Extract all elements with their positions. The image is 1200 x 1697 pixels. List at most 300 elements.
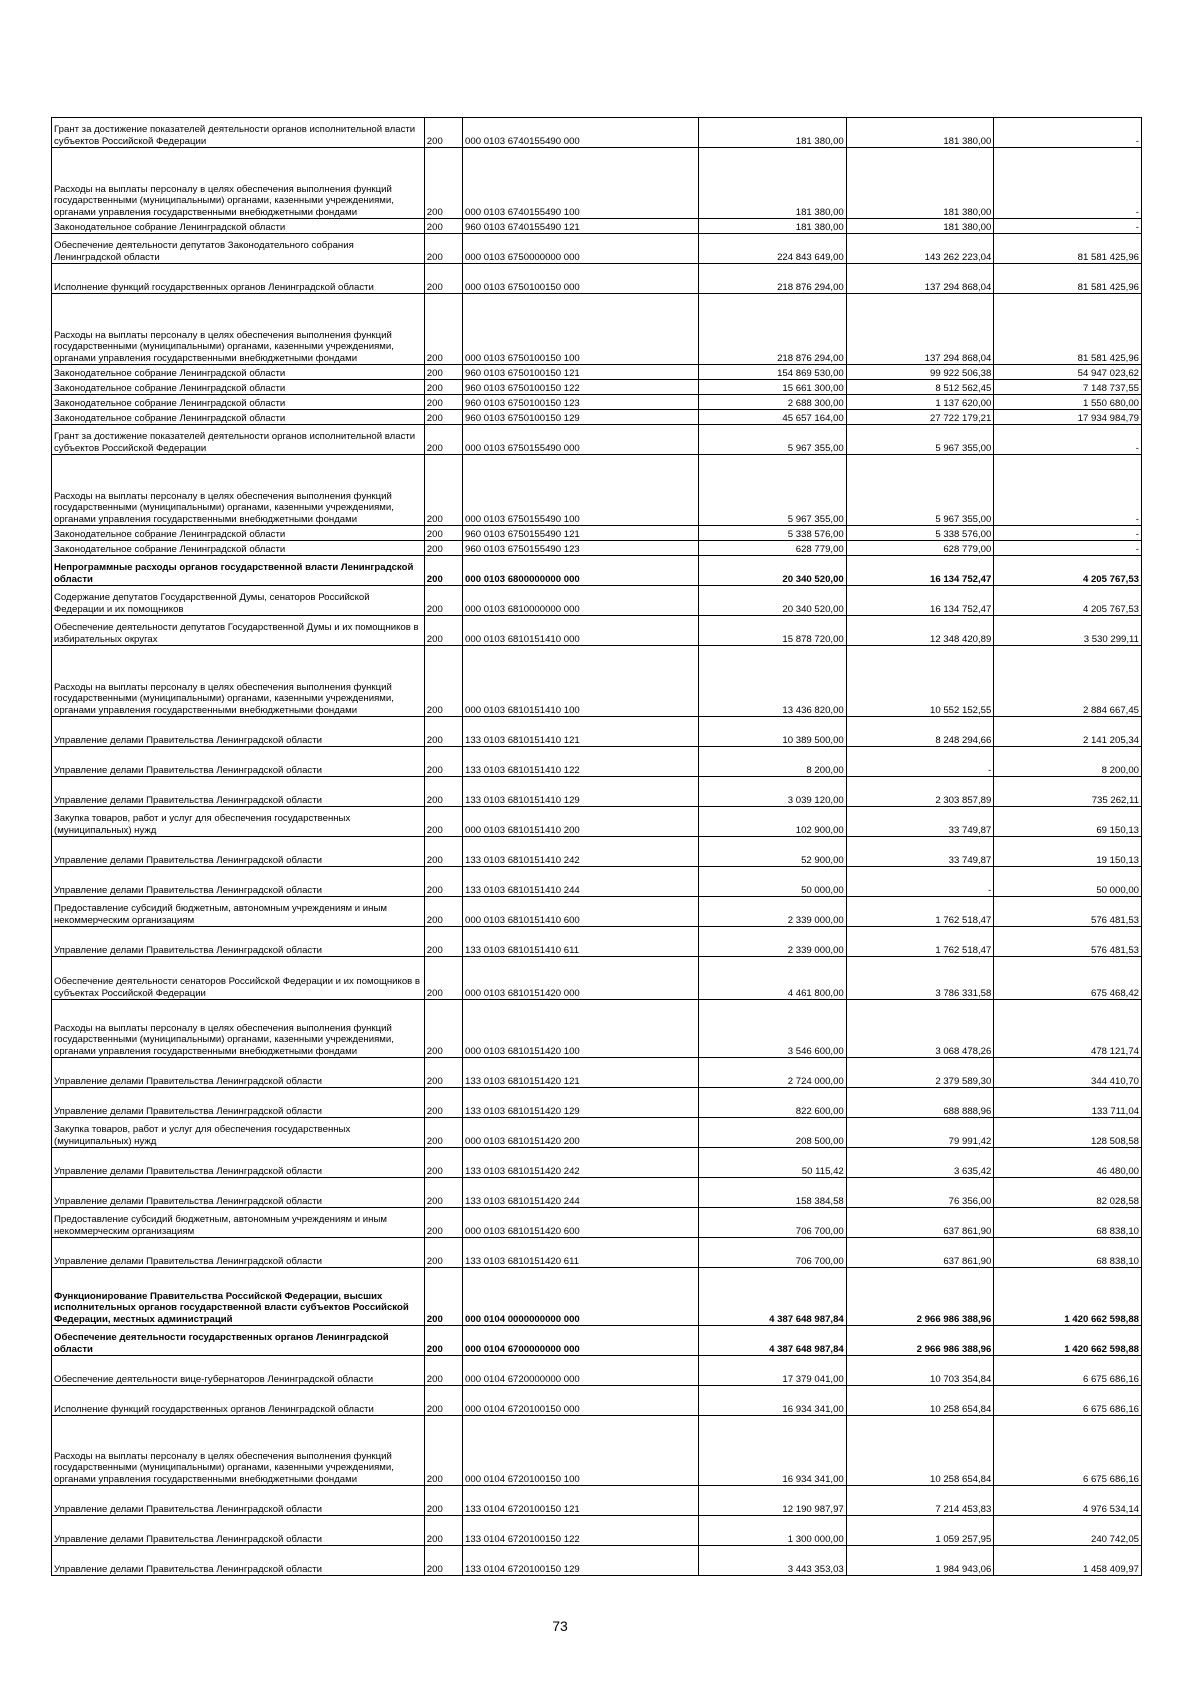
row-code-cell: 200 [424,1208,462,1238]
row-kbk-cell: 000 0103 6810151410 100 [463,646,699,717]
table-row [52,380,1142,395]
row-executed-cell: 1 762 518,47 [846,927,994,957]
table-row [52,294,1142,365]
row-remaining-cell: 69 150,13 [994,807,1142,837]
table-row [52,1326,1142,1356]
row-name-cell: Грант за достижение показателей деятельности органов исполнительной власти субъектов Российской Федерации [52,118,425,148]
row-name-cell: Исполнение функций государственных органов Ленинградской области [52,264,425,294]
row-name-cell: Исполнение функций государственных органов Ленинградской области [52,1386,425,1416]
row-kbk-cell: 960 0103 6750100150 121 [463,365,699,380]
row-kbk-cell: 000 0103 6810151420 600 [463,1208,699,1238]
row-code-cell: 200 [424,526,462,541]
row-code-cell: 200 [424,897,462,927]
row-kbk-cell: 133 0104 6720100150 122 [463,1516,699,1546]
table-row [52,1118,1142,1148]
row-code-cell: 200 [424,957,462,1000]
row-code-cell: 200 [424,219,462,234]
row-executed-cell: 16 134 752,47 [846,556,994,586]
row-remaining-cell: 344 410,70 [994,1058,1142,1088]
table-row [52,148,1142,219]
row-code-cell: 200 [424,541,462,556]
row-kbk-cell: 133 0103 6810151420 121 [463,1058,699,1088]
row-code-cell: 200 [424,148,462,219]
row-code-cell: 200 [424,556,462,586]
row-approved-cell: 20 340 520,00 [699,586,847,616]
row-kbk-cell: 133 0103 6810151410 244 [463,867,699,897]
table-row [52,526,1142,541]
row-kbk-cell: 960 0103 6750155490 123 [463,541,699,556]
row-name-cell: Управление делами Правительства Ленинградской области [52,747,425,777]
row-code-cell: 200 [424,616,462,646]
row-approved-cell: 12 190 987,97 [699,1486,847,1516]
row-approved-cell: 158 384,58 [699,1178,847,1208]
row-remaining-cell: 4 205 767,53 [994,556,1142,586]
row-executed-cell: 2 966 986 388,96 [846,1326,994,1356]
row-name-cell: Управление делами Правительства Ленинградской области [52,1088,425,1118]
row-code-cell: 200 [424,837,462,867]
row-remaining-cell: 240 742,05 [994,1516,1142,1546]
row-kbk-cell: 000 0103 6750100150 000 [463,264,699,294]
row-executed-cell: 137 294 868,04 [846,294,994,365]
table-row [52,395,1142,410]
row-code-cell: 200 [424,1118,462,1148]
row-remaining-cell: 576 481,53 [994,927,1142,957]
table-row [52,455,1142,526]
row-executed-cell: 12 348 420,89 [846,616,994,646]
row-name-cell: Расходы на выплаты персоналу в целях обеспечения выполнения функций государственными (муниципальными) органами, казенными учреждениями, органами управления государственными внебюджетными фондами [52,646,425,717]
row-remaining-cell: 735 262,11 [994,777,1142,807]
row-code-cell: 200 [424,1546,462,1576]
row-kbk-cell: 000 0103 6810151410 200 [463,807,699,837]
row-approved-cell: 16 934 341,00 [699,1386,847,1416]
row-executed-cell: 7 214 453,83 [846,1486,994,1516]
table-row [52,118,1142,148]
row-executed-cell: 10 258 654,84 [846,1386,994,1416]
row-code-cell: 200 [424,646,462,717]
table-row [52,234,1142,264]
row-name-cell: Законодательное собрание Ленинградской области [52,541,425,556]
row-kbk-cell: 000 0103 6810151420 000 [463,957,699,1000]
row-name-cell: Управление делами Правительства Ленинградской области [52,1546,425,1576]
row-approved-cell: 2 339 000,00 [699,897,847,927]
row-approved-cell: 181 380,00 [699,118,847,148]
row-approved-cell: 52 900,00 [699,837,847,867]
row-executed-cell: 3 635,42 [846,1148,994,1178]
row-executed-cell: 1 059 257,95 [846,1516,994,1546]
row-name-cell: Управление делами Правительства Ленинградской области [52,777,425,807]
row-kbk-cell: 133 0103 6810151410 611 [463,927,699,957]
row-approved-cell: 628 779,00 [699,541,847,556]
row-kbk-cell: 000 0103 6750000000 000 [463,234,699,264]
row-name-cell: Законодательное собрание Ленинградской области [52,526,425,541]
budget-table-body [52,118,1142,1576]
row-kbk-cell: 133 0103 6810151420 244 [463,1178,699,1208]
table-row [52,646,1142,717]
row-kbk-cell: 960 0103 6750100150 129 [463,410,699,425]
row-name-cell: Закупка товаров, работ и услуг для обеспечения государственных (муниципальных) нужд [52,807,425,837]
row-remaining-cell: 1 420 662 598,88 [994,1326,1142,1356]
row-kbk-cell: 000 0103 6750155490 100 [463,455,699,526]
table-row [52,1000,1142,1058]
row-approved-cell: 15 661 300,00 [699,380,847,395]
row-approved-cell: 4 461 800,00 [699,957,847,1000]
row-approved-cell: 102 900,00 [699,807,847,837]
row-executed-cell: 628 779,00 [846,541,994,556]
budget-table [51,117,1142,1576]
row-approved-cell: 5 967 355,00 [699,425,847,455]
row-kbk-cell: 000 0104 6700000000 000 [463,1326,699,1356]
row-kbk-cell: 000 0103 6800000000 000 [463,556,699,586]
row-executed-cell: - [846,747,994,777]
row-executed-cell: 33 749,87 [846,807,994,837]
row-name-cell: Законодательное собрание Ленинградской области [52,380,425,395]
row-approved-cell: 3 443 353,03 [699,1546,847,1576]
row-approved-cell: 224 843 649,00 [699,234,847,264]
row-code-cell: 200 [424,380,462,395]
row-remaining-cell: 1 550 680,00 [994,395,1142,410]
row-code-cell: 200 [424,586,462,616]
row-kbk-cell: 133 0104 6720100150 129 [463,1546,699,1576]
row-name-cell: Содержание депутатов Государственной Думы, сенаторов Российской Федерации и их помощников [52,586,425,616]
row-remaining-cell: 675 468,42 [994,957,1142,1000]
table-row [52,1208,1142,1238]
row-remaining-cell: - [994,425,1142,455]
table-row [52,927,1142,957]
row-executed-cell: 33 749,87 [846,837,994,867]
row-approved-cell: 8 200,00 [699,747,847,777]
row-remaining-cell: 68 838,10 [994,1208,1142,1238]
row-code-cell: 200 [424,425,462,455]
row-approved-cell: 181 380,00 [699,219,847,234]
row-approved-cell: 154 869 530,00 [699,365,847,380]
row-executed-cell: 637 861,90 [846,1208,994,1238]
row-executed-cell: 1 984 943,06 [846,1546,994,1576]
row-remaining-cell: 81 581 425,96 [994,234,1142,264]
table-row [52,264,1142,294]
table-row [52,747,1142,777]
row-approved-cell: 208 500,00 [699,1118,847,1148]
row-code-cell: 200 [424,395,462,410]
row-remaining-cell: - [994,526,1142,541]
row-name-cell: Управление делами Правительства Ленинградской области [52,1486,425,1516]
table-row [52,867,1142,897]
row-remaining-cell: 4 976 534,14 [994,1486,1142,1516]
table-row [52,586,1142,616]
row-code-cell: 200 [424,717,462,747]
table-row [52,957,1142,1000]
row-executed-cell: 143 262 223,04 [846,234,994,264]
row-remaining-cell: - [994,118,1142,148]
row-code-cell: 200 [424,927,462,957]
row-remaining-cell: 82 028,58 [994,1178,1142,1208]
row-name-cell: Обеспечение деятельности депутатов Государственной Думы и их помощников в избирательных округах [52,616,425,646]
row-remaining-cell: 1 420 662 598,88 [994,1268,1142,1326]
row-code-cell: 200 [424,1416,462,1486]
row-executed-cell: 181 380,00 [846,118,994,148]
row-code-cell: 200 [424,777,462,807]
table-row [52,1486,1142,1516]
row-executed-cell: 3 068 478,26 [846,1000,994,1058]
table-row [52,1416,1142,1486]
row-remaining-cell: 478 121,74 [994,1000,1142,1058]
table-row [52,556,1142,586]
row-kbk-cell: 133 0104 6720100150 121 [463,1486,699,1516]
row-executed-cell: 637 861,90 [846,1238,994,1268]
row-name-cell: Непрограммные расходы органов государственной власти Ленинградской области [52,556,425,586]
table-row [52,1238,1142,1268]
row-code-cell: 200 [424,747,462,777]
table-row [52,777,1142,807]
row-name-cell: Управление делами Правительства Ленинградской области [52,867,425,897]
row-kbk-cell: 000 0104 6720100150 100 [463,1416,699,1486]
table-row [52,837,1142,867]
row-approved-cell: 15 878 720,00 [699,616,847,646]
row-remaining-cell: 6 675 686,16 [994,1386,1142,1416]
row-approved-cell: 822 600,00 [699,1088,847,1118]
row-executed-cell: 2 379 589,30 [846,1058,994,1088]
table-row [52,1546,1142,1576]
row-name-cell: Предоставление субсидий бюджетным, автономным учреждениям и иным некоммерческим организациям [52,897,425,927]
row-executed-cell: 3 786 331,58 [846,957,994,1000]
row-name-cell: Управление делами Правительства Ленинградской области [52,717,425,747]
row-code-cell: 200 [424,1058,462,1088]
row-approved-cell: 45 657 164,00 [699,410,847,425]
row-code-cell: 200 [424,455,462,526]
row-name-cell: Законодательное собрание Ленинградской области [52,219,425,234]
row-name-cell: Расходы на выплаты персоналу в целях обеспечения выполнения функций государственными (муниципальными) органами, казенными учреждениями, органами управления государственными внебюджетными фондами [52,1000,425,1058]
table-row [52,1058,1142,1088]
row-code-cell: 200 [424,1268,462,1326]
row-executed-cell: 27 722 179,21 [846,410,994,425]
budget-report-sheet [51,117,1142,1576]
row-name-cell: Управление делами Правительства Ленинградской области [52,1148,425,1178]
row-kbk-cell: 000 0103 6740155490 000 [463,118,699,148]
row-remaining-cell: 133 711,04 [994,1088,1142,1118]
row-approved-cell: 4 387 648 987,84 [699,1326,847,1356]
table-row [52,1268,1142,1326]
row-name-cell: Предоставление субсидий бюджетным, автономным учреждениям и иным некоммерческим организациям [52,1208,425,1238]
row-approved-cell: 10 389 500,00 [699,717,847,747]
row-code-cell: 200 [424,807,462,837]
row-kbk-cell: 960 0103 6740155490 121 [463,219,699,234]
row-executed-cell: 1 137 620,00 [846,395,994,410]
row-remaining-cell: 17 934 984,79 [994,410,1142,425]
table-row [52,1178,1142,1208]
row-executed-cell: 99 922 506,38 [846,365,994,380]
row-name-cell: Грант за достижение показателей деятельности органов исполнительной власти субъектов Российской Федерации [52,425,425,455]
row-approved-cell: 17 379 041,00 [699,1356,847,1386]
table-row [52,807,1142,837]
table-row [52,616,1142,646]
row-remaining-cell: 54 947 023,62 [994,365,1142,380]
row-kbk-cell: 133 0103 6810151410 242 [463,837,699,867]
row-code-cell: 200 [424,118,462,148]
row-name-cell: Законодательное собрание Ленинградской области [52,395,425,410]
table-row [52,541,1142,556]
row-approved-cell: 181 380,00 [699,148,847,219]
row-approved-cell: 1 300 000,00 [699,1516,847,1546]
row-executed-cell: 10 552 152,55 [846,646,994,717]
row-executed-cell: 1 762 518,47 [846,897,994,927]
row-name-cell: Обеспечение деятельности государственных органов Ленинградской области [52,1326,425,1356]
table-row [52,1356,1142,1386]
row-executed-cell: - [846,867,994,897]
row-approved-cell: 2 724 000,00 [699,1058,847,1088]
row-remaining-cell: 2 141 205,34 [994,717,1142,747]
row-executed-cell: 5 338 576,00 [846,526,994,541]
row-approved-cell: 706 700,00 [699,1238,847,1268]
row-executed-cell: 181 380,00 [846,148,994,219]
row-code-cell: 200 [424,1000,462,1058]
table-row [52,717,1142,747]
row-name-cell: Управление делами Правительства Ленинградской области [52,1058,425,1088]
table-row [52,1148,1142,1178]
row-executed-cell: 137 294 868,04 [846,264,994,294]
table-row [52,365,1142,380]
row-remaining-cell: 8 200,00 [994,747,1142,777]
row-kbk-cell: 000 0103 6810151420 200 [463,1118,699,1148]
row-kbk-cell: 133 0103 6810151420 242 [463,1148,699,1178]
row-name-cell: Управление делами Правительства Ленинградской области [52,927,425,957]
page-number: 73 [552,1618,568,1634]
row-approved-cell: 2 688 300,00 [699,395,847,410]
row-approved-cell: 218 876 294,00 [699,264,847,294]
row-kbk-cell: 000 0103 6810151420 100 [463,1000,699,1058]
row-kbk-cell: 960 0103 6750155490 121 [463,526,699,541]
row-approved-cell: 3 546 600,00 [699,1000,847,1058]
row-code-cell: 200 [424,1178,462,1208]
row-name-cell: Обеспечение деятельности вице-губернаторов Ленинградской области [52,1356,425,1386]
row-kbk-cell: 000 0103 6810000000 000 [463,586,699,616]
row-code-cell: 200 [424,867,462,897]
row-code-cell: 200 [424,264,462,294]
row-name-cell: Расходы на выплаты персоналу в целях обеспечения выполнения функций государственными (муниципальными) органами, казенными учреждениями, органами управления государственными внебюджетными фондами [52,455,425,526]
row-remaining-cell: - [994,219,1142,234]
table-row [52,1386,1142,1416]
row-remaining-cell: 1 458 409,97 [994,1546,1142,1576]
row-executed-cell: 10 258 654,84 [846,1416,994,1486]
table-row [52,410,1142,425]
row-remaining-cell: 576 481,53 [994,897,1142,927]
row-code-cell: 200 [424,1088,462,1118]
row-code-cell: 200 [424,1386,462,1416]
row-executed-cell: 2 966 986 388,96 [846,1268,994,1326]
row-remaining-cell: 81 581 425,96 [994,294,1142,365]
row-remaining-cell: 128 508,58 [994,1118,1142,1148]
row-code-cell: 200 [424,1238,462,1268]
row-kbk-cell: 000 0104 6720000000 000 [463,1356,699,1386]
row-kbk-cell: 133 0103 6810151420 129 [463,1088,699,1118]
row-approved-cell: 20 340 520,00 [699,556,847,586]
row-kbk-cell: 960 0103 6750100150 123 [463,395,699,410]
row-kbk-cell: 000 0103 6810151410 600 [463,897,699,927]
row-name-cell: Управление делами Правительства Ленинградской области [52,1178,425,1208]
row-approved-cell: 13 436 820,00 [699,646,847,717]
row-code-cell: 200 [424,1516,462,1546]
row-code-cell: 200 [424,1356,462,1386]
row-remaining-cell: 6 675 686,16 [994,1416,1142,1486]
row-executed-cell: 181 380,00 [846,219,994,234]
row-approved-cell: 50 115,42 [699,1148,847,1178]
row-executed-cell: 16 134 752,47 [846,586,994,616]
row-name-cell: Управление делами Правительства Ленинградской области [52,1516,425,1546]
row-kbk-cell: 133 0103 6810151410 122 [463,747,699,777]
row-kbk-cell: 000 0103 6750155490 000 [463,425,699,455]
row-remaining-cell: - [994,541,1142,556]
row-remaining-cell: 50 000,00 [994,867,1142,897]
row-approved-cell: 5 967 355,00 [699,455,847,526]
row-kbk-cell: 000 0103 6750100150 100 [463,294,699,365]
row-code-cell: 200 [424,1326,462,1356]
row-code-cell: 200 [424,410,462,425]
table-row [52,1088,1142,1118]
row-kbk-cell: 000 0103 6740155490 100 [463,148,699,219]
row-kbk-cell: 000 0104 0000000000 000 [463,1268,699,1326]
row-executed-cell: 8 512 562,45 [846,380,994,395]
row-executed-cell: 79 991,42 [846,1118,994,1148]
row-remaining-cell: 19 150,13 [994,837,1142,867]
row-remaining-cell: 68 838,10 [994,1238,1142,1268]
row-code-cell: 200 [424,234,462,264]
row-code-cell: 200 [424,1486,462,1516]
row-name-cell: Обеспечение деятельности депутатов Законодательного собрания Ленинградской области [52,234,425,264]
row-remaining-cell: 7 148 737,55 [994,380,1142,395]
table-row [52,897,1142,927]
row-executed-cell: 8 248 294,66 [846,717,994,747]
row-remaining-cell: 4 205 767,53 [994,586,1142,616]
row-executed-cell: 688 888,96 [846,1088,994,1118]
row-executed-cell: 76 356,00 [846,1178,994,1208]
row-name-cell: Расходы на выплаты персоналу в целях обеспечения выполнения функций государственными (муниципальными) органами, казенными учреждениями, органами управления государственными внебюджетными фондами [52,1416,425,1486]
row-kbk-cell: 133 0103 6810151410 129 [463,777,699,807]
row-name-cell: Законодательное собрание Ленинградской области [52,410,425,425]
row-executed-cell: 10 703 354,84 [846,1356,994,1386]
row-code-cell: 200 [424,294,462,365]
row-approved-cell: 5 338 576,00 [699,526,847,541]
table-row [52,219,1142,234]
row-remaining-cell: 2 884 667,45 [994,646,1142,717]
row-name-cell: Обеспечение деятельности сенаторов Российской Федерации и их помощников в субъектах Российской Федерации [52,957,425,1000]
row-name-cell: Законодательное собрание Ленинградской области [52,365,425,380]
row-name-cell: Закупка товаров, работ и услуг для обеспечения государственных (муниципальных) нужд [52,1118,425,1148]
row-remaining-cell: 3 530 299,11 [994,616,1142,646]
row-approved-cell: 4 387 648 987,84 [699,1268,847,1326]
row-remaining-cell: - [994,148,1142,219]
row-kbk-cell: 960 0103 6750100150 122 [463,380,699,395]
row-remaining-cell: - [994,455,1142,526]
row-name-cell: Расходы на выплаты персоналу в целях обеспечения выполнения функций государственными (муниципальными) органами, казенными учреждениями, органами управления государственными внебюджетными фондами [52,148,425,219]
row-name-cell: Расходы на выплаты персоналу в целях обеспечения выполнения функций государственными (муниципальными) органами, казенными учреждениями, органами управления государственными внебюджетными фондами [52,294,425,365]
row-name-cell: Управление делами Правительства Ленинградской области [52,837,425,867]
row-code-cell: 200 [424,1148,462,1178]
row-kbk-cell: 000 0103 6810151410 000 [463,616,699,646]
row-kbk-cell: 000 0104 6720100150 000 [463,1386,699,1416]
row-remaining-cell: 81 581 425,96 [994,264,1142,294]
row-approved-cell: 16 934 341,00 [699,1416,847,1486]
row-kbk-cell: 133 0103 6810151410 121 [463,717,699,747]
row-approved-cell: 218 876 294,00 [699,294,847,365]
row-code-cell: 200 [424,365,462,380]
row-kbk-cell: 133 0103 6810151420 611 [463,1238,699,1268]
row-approved-cell: 706 700,00 [699,1208,847,1238]
row-remaining-cell: 6 675 686,16 [994,1356,1142,1386]
row-name-cell: Управление делами Правительства Ленинградской области [52,1238,425,1268]
row-approved-cell: 3 039 120,00 [699,777,847,807]
table-row [52,1516,1142,1546]
row-approved-cell: 50 000,00 [699,867,847,897]
row-approved-cell: 2 339 000,00 [699,927,847,957]
row-executed-cell: 5 967 355,00 [846,455,994,526]
